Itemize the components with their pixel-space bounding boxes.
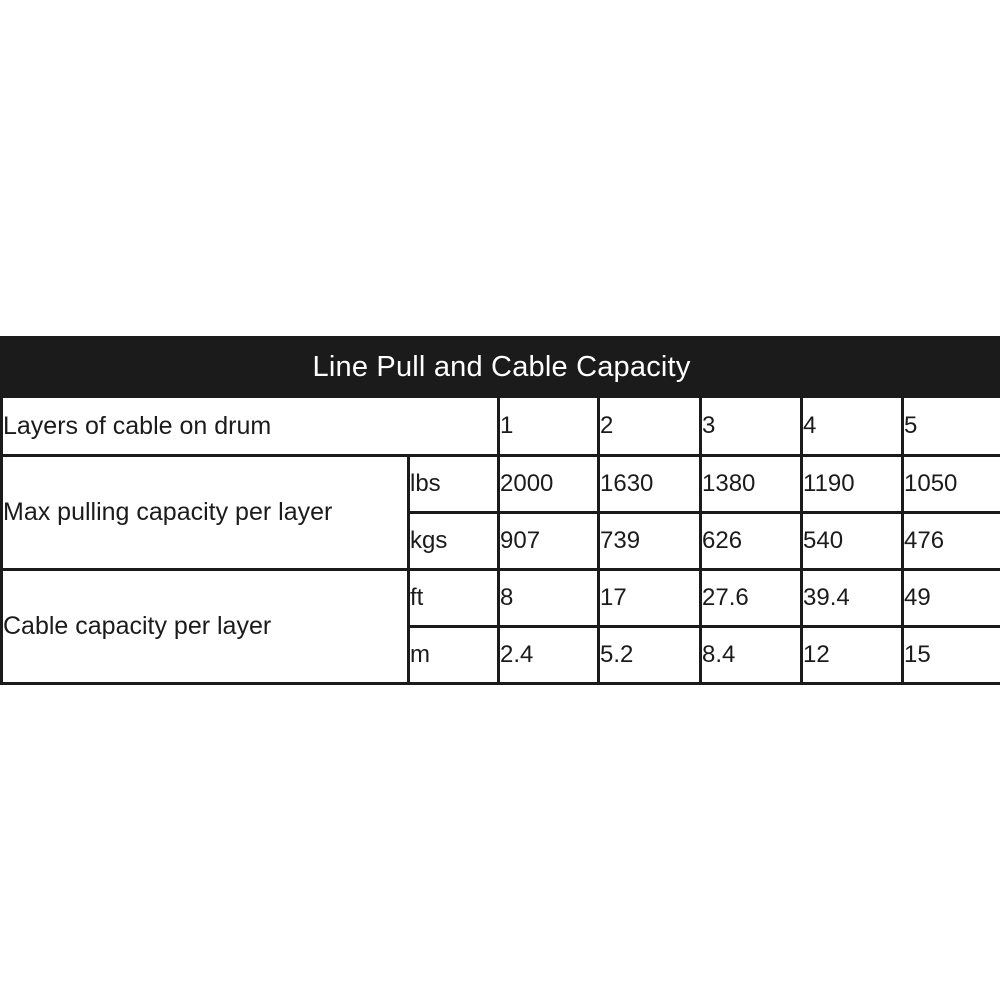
cable-capacity-m-layer-1: 2.4 (499, 627, 599, 684)
cable-capacity-m-layer-2: 5.2 (599, 627, 701, 684)
unit-kgs: kgs (409, 513, 499, 570)
table-row (2, 397, 1000, 456)
cable-capacity-ft-layer-5: 49 (903, 570, 1000, 627)
line-pull-table-container (0, 336, 1000, 685)
layer-header-1: 1 (499, 397, 599, 456)
table-row (2, 570, 1000, 627)
layer-header-4: 4 (802, 397, 903, 456)
max-pull-kgs-layer-4: 540 (802, 513, 903, 570)
max-pull-kgs-layer-3: 626 (701, 513, 802, 570)
max-pull-kgs-layer-2: 739 (599, 513, 701, 570)
layer-header-3: 3 (701, 397, 802, 456)
layers-of-cable-label: Layers of cable on drum (2, 397, 499, 456)
max-pull-lbs-layer-5: 1050 (903, 456, 1000, 513)
max-pull-kgs-layer-1: 907 (499, 513, 599, 570)
max-pulling-capacity-label: Max pulling capacity per layer (2, 456, 409, 570)
cable-capacity-ft-layer-2: 17 (599, 570, 701, 627)
table-title-row (2, 338, 1000, 397)
max-pull-lbs-layer-2: 1630 (599, 456, 701, 513)
cable-capacity-ft-layer-3: 27.6 (701, 570, 802, 627)
max-pull-lbs-layer-1: 2000 (499, 456, 599, 513)
cable-capacity-m-layer-3: 8.4 (701, 627, 802, 684)
max-pull-kgs-layer-5: 476 (903, 513, 1000, 570)
max-pull-lbs-layer-3: 1380 (701, 456, 802, 513)
unit-ft: ft (409, 570, 499, 627)
layer-header-5: 5 (903, 397, 1000, 456)
cable-capacity-ft-layer-1: 8 (499, 570, 599, 627)
table-row (2, 456, 1000, 513)
line-pull-and-cable-capacity-table (0, 336, 1000, 685)
unit-lbs: lbs (409, 456, 499, 513)
max-pull-lbs-layer-4: 1190 (802, 456, 903, 513)
cable-capacity-m-layer-4: 12 (802, 627, 903, 684)
layer-header-2: 2 (599, 397, 701, 456)
cable-capacity-m-layer-5: 15 (903, 627, 1000, 684)
cable-capacity-label: Cable capacity per layer (2, 570, 409, 684)
unit-m: m (409, 627, 499, 684)
cable-capacity-ft-layer-4: 39.4 (802, 570, 903, 627)
table-title: Line Pull and Cable Capacity (2, 338, 1000, 397)
